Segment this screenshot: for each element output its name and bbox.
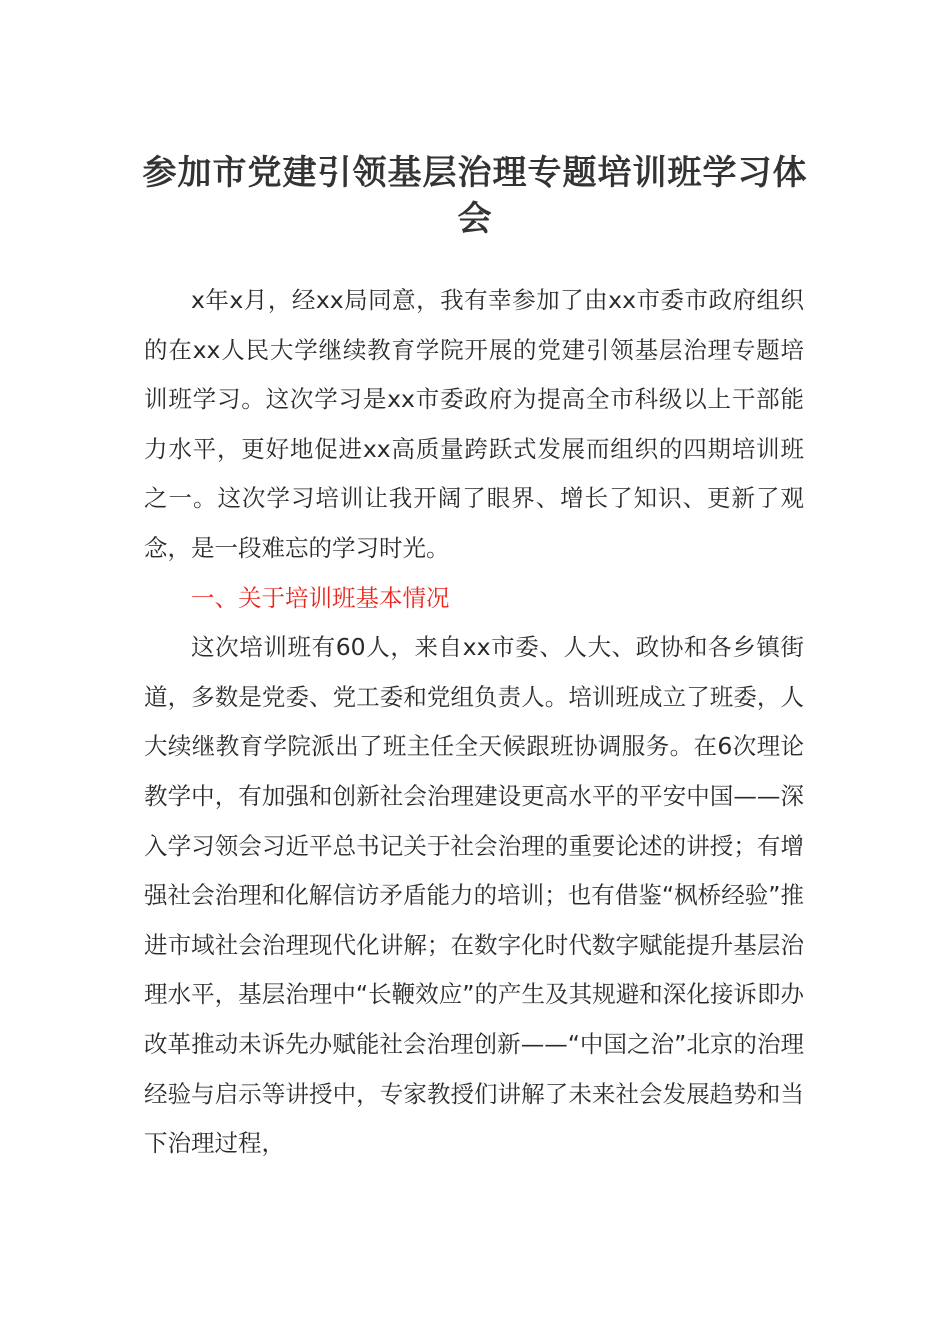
intro-paragraph: x年x月，经xx局同意，我有幸参加了由xx市委市政府组织的在xx人民大学继续教育学院开展的党建引领基层治理专题培训班学习。这次学习是xx市委政府为提高全市科级以上干部能力水平，更好地促进xx高质量跨跃式发展而组织的四期培训班之一。这次学习培训让我开阔了眼界、增长了知识、更新了观念，是一段难忘的学习时光。 xyxy=(144,286,804,562)
document-body xyxy=(144,276,804,1169)
section-heading: 一、关于培训班基本情况 xyxy=(191,583,450,612)
document-title: 参加市党建引领基层治理专题培训班学习体会 xyxy=(142,153,808,239)
section-paragraph: 这次培训班有60人，来自xx市委、人大、政协和各乡镇街道，多数是党委、党工委和党组负责人。培训班成立了班委，人大续继教育学院派出了班主任全天候跟班协调服务。在6次理论教学中，有加强和创新社会治理建设更高水平的平安中国——深入学习领会习近平总书记关于社会治理的重要论述的讲授；有增强社会治理和化解信访矛盾能力的培训；也有借鉴“枫桥经验”推进市域社会治理现代化讲解；在数字化时代数字赋能提升基层治理水平，基层治理中“长鞭效应”的产生及其规避和深化接诉即办改革推动未诉先办赋能社会治理创新——“中国之治”北京的治理经验与启示等讲授中，专家教授们讲解了未来社会发展趋势和当下治理过程， xyxy=(144,633,804,1158)
